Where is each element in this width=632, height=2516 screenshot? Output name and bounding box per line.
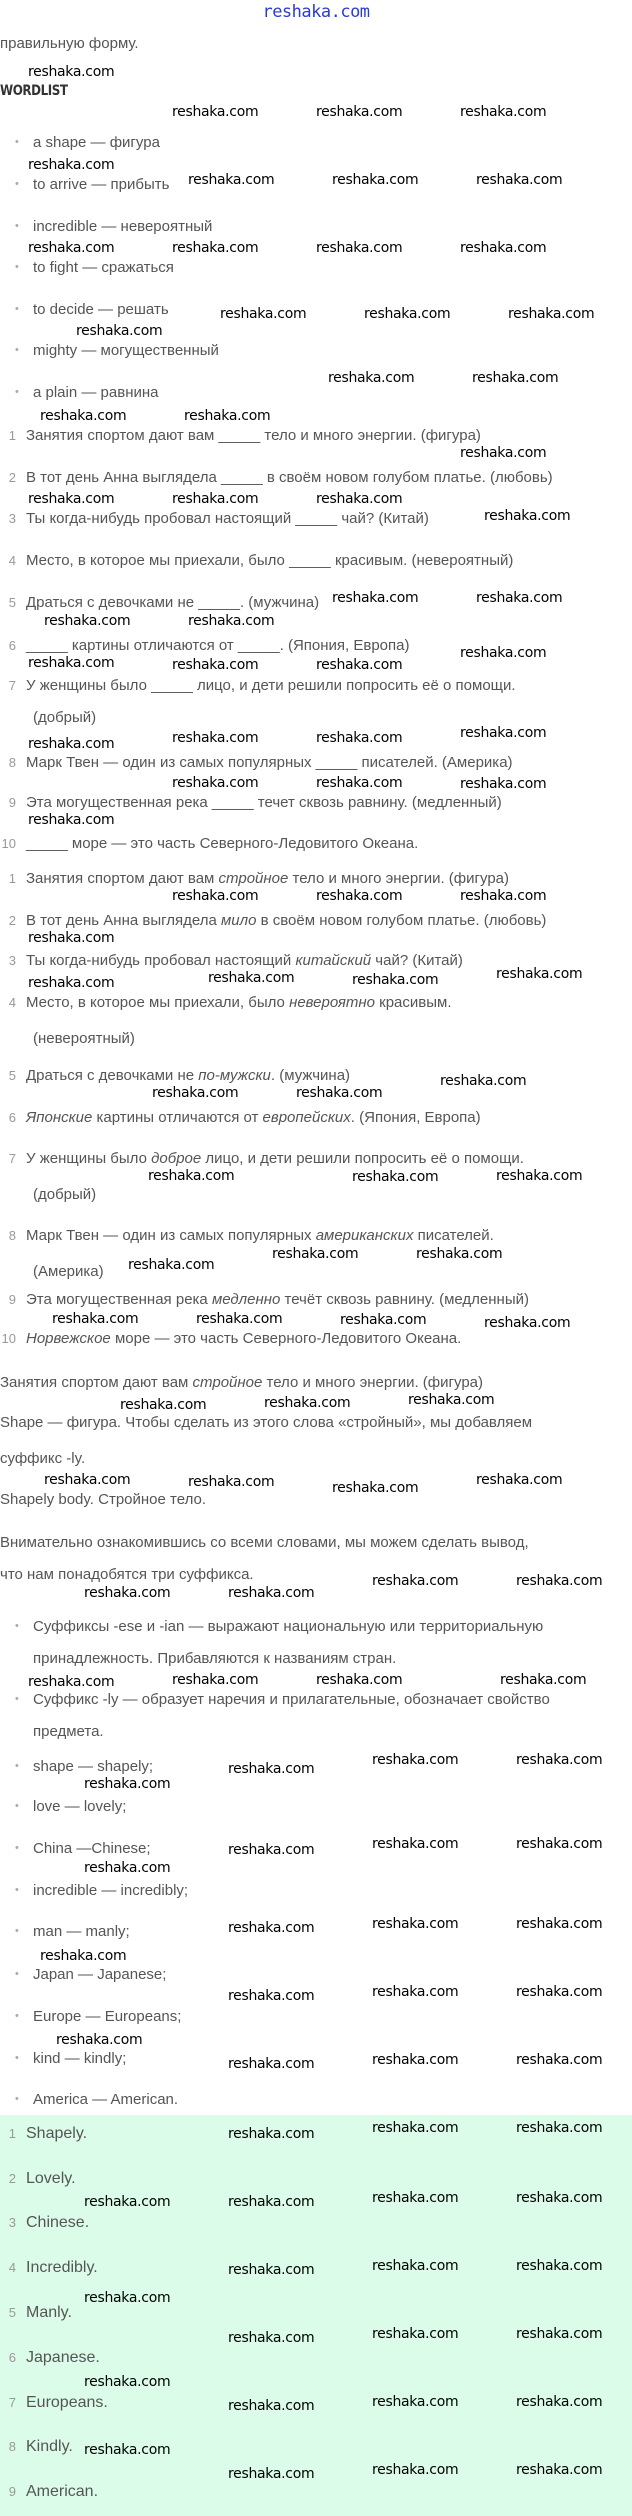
word-pair: • love — lovely; — [33, 1798, 126, 1815]
watermark-text: reshaka.com — [460, 445, 547, 461]
watermark-text: reshaka.com — [188, 172, 275, 188]
answer-text: Shapely. — [26, 2125, 88, 2142]
watermark-text: reshaka.com — [372, 2120, 459, 2136]
watermark-text: reshaka.com — [228, 1761, 315, 1777]
sentence-text-cont: (добрый) — [33, 1186, 97, 1203]
answer-item — [0, 2170, 76, 2188]
item-number: 4 — [8, 553, 16, 568]
watermark-text: reshaka.com — [372, 2394, 459, 2410]
wordlist-item: • a shape — фигура — [33, 134, 160, 151]
suffix-rule-cont: принадлежность. Прибавляются к названиям стран. — [33, 1650, 397, 1667]
answer-word: американских — [315, 1227, 414, 1244]
filled-sentence — [0, 1067, 350, 1084]
watermark-text: reshaka.com — [228, 1988, 315, 2004]
item-number: 4 — [8, 995, 16, 1010]
explanation-text: что нам понадобятся три суффикса. — [0, 1566, 254, 1583]
watermark-text: reshaka.com — [228, 1585, 315, 1601]
suffix-rule: • Суффиксы -ese и -ian — выражают национальную или территориальную — [33, 1618, 543, 1635]
watermark-text: reshaka.com — [364, 306, 451, 322]
watermark-text: reshaka.com — [332, 1480, 419, 1496]
watermark-text: reshaka.com — [84, 2194, 171, 2210]
filled-sentence — [0, 870, 509, 887]
watermark-text: reshaka.com — [28, 64, 115, 80]
exercise-text-cont: (добрый) — [33, 709, 97, 726]
watermark-text: reshaka.com — [460, 104, 547, 120]
answer-text: Japanese. — [26, 2349, 100, 2366]
watermark-text: reshaka.com — [172, 104, 259, 120]
item-number: 8 — [8, 2439, 16, 2454]
watermark-text: reshaka.com — [516, 2190, 603, 2206]
watermark-text: reshaka.com — [128, 1257, 215, 1273]
watermark-text: reshaka.com — [372, 2258, 459, 2274]
watermark-text: reshaka.com — [196, 1311, 283, 1327]
watermark-text: reshaka.com — [460, 240, 547, 256]
watermark-text: reshaka.com — [264, 1395, 351, 1411]
item-number: 10 — [1, 1331, 16, 1346]
answer-text: Kindly. — [26, 2438, 73, 2455]
word-pair: • Europe — Europeans; — [33, 2008, 181, 2025]
answer-word: по-мужски — [198, 1067, 271, 1084]
watermark-text: reshaka.com — [516, 2120, 603, 2136]
watermark-text: reshaka.com — [152, 1085, 239, 1101]
answer-text: Incredibly. — [26, 2259, 98, 2276]
watermark-text: reshaka.com — [84, 1776, 171, 1792]
exercise-text: Драться с девочками не _____. (мужчина) — [26, 594, 320, 611]
answer-word: стройное — [218, 870, 289, 887]
answer-text: Europeans. — [26, 2394, 108, 2411]
watermark-text: reshaka.com — [372, 1916, 459, 1932]
answer-text: Chinese. — [26, 2214, 90, 2231]
watermark-text: reshaka.com — [352, 972, 439, 988]
watermark-text: reshaka.com — [228, 2194, 315, 2210]
item-number: 6 — [8, 638, 16, 653]
item-number: 1 — [8, 428, 16, 443]
watermark-text: reshaka.com — [476, 590, 563, 606]
item-number: 5 — [8, 1068, 16, 1083]
watermark-text: reshaka.com — [228, 2330, 315, 2346]
explanation-text: Внимательно ознакомившись со всеми словами, мы можем сделать вывод, — [0, 1534, 529, 1551]
watermark-text: reshaka.com — [188, 613, 275, 629]
site-logo[interactable]: reshaka.com — [262, 2, 370, 22]
answer-word: Японские — [26, 1109, 93, 1126]
watermark-text: reshaka.com — [316, 104, 403, 120]
watermark-text: reshaka.com — [84, 1860, 171, 1876]
watermark-text: reshaka.com — [84, 2374, 171, 2390]
exercise-text: Ты когда-нибудь пробовал настоящий _____ чай? (Китай) — [26, 510, 429, 527]
watermark-text: reshaka.com — [460, 645, 547, 661]
item-number: 7 — [8, 1151, 16, 1166]
watermark-text: reshaka.com — [172, 491, 259, 507]
filled-sentence — [0, 1150, 524, 1167]
item-number: 2 — [8, 2171, 16, 2186]
word-pair: • kind — kindly; — [33, 2050, 126, 2067]
watermark-text: reshaka.com — [172, 888, 259, 904]
sentence-text: красивым. — [374, 994, 452, 1011]
exercise-item — [0, 677, 516, 694]
answer-word: стройное — [192, 1374, 263, 1391]
watermark-text: reshaka.com — [372, 2462, 459, 2478]
item-number: 2 — [8, 913, 16, 928]
watermark-text: reshaka.com — [228, 2398, 315, 2414]
wordlist-item: • mighty — могущественный — [33, 342, 219, 359]
sentence-text: . (мужчина) — [270, 1067, 351, 1084]
watermark-text: reshaka.com — [316, 1672, 403, 1688]
filled-sentence — [0, 1109, 481, 1126]
watermark-text: reshaka.com — [332, 590, 419, 606]
word-pair: • Japan — Japanese; — [33, 1966, 166, 1983]
watermark-text: reshaka.com — [472, 370, 559, 386]
watermark-text: reshaka.com — [408, 1392, 495, 1408]
watermark-text: reshaka.com — [40, 1948, 127, 1964]
exercise-text: В тот день Анна выглядела _____ в своём новом голубом платье. (любовь) — [26, 469, 553, 486]
watermark-text: reshaka.com — [172, 1672, 259, 1688]
watermark-text: reshaka.com — [516, 1916, 603, 1932]
watermark-text: reshaka.com — [316, 491, 403, 507]
item-number: 10 — [1, 836, 16, 851]
wordlist-heading: WORDLIST — [0, 83, 68, 99]
watermark-text: reshaka.com — [208, 970, 295, 986]
sentence-text: Эта могущественная река — [26, 1291, 212, 1308]
wordlist-item: • to arrive — прибыть — [33, 176, 169, 193]
watermark-text: reshaka.com — [416, 1246, 503, 1262]
sentence-text: Драться с девочками не — [26, 1067, 199, 1084]
watermark-text: reshaka.com — [516, 1984, 603, 2000]
answer-word: медленно — [211, 1291, 281, 1308]
exercise-item — [0, 427, 481, 444]
item-number: 1 — [8, 871, 16, 886]
answer-item — [0, 2394, 108, 2412]
watermark-text: reshaka.com — [28, 491, 115, 507]
sentence-text: Марк Твен — один из самых популярных — [26, 1227, 316, 1244]
exercise-text: _____ картины отличаются от _____. (Япония, Европа) — [26, 637, 410, 654]
intro-text: правильную форму. — [0, 35, 139, 52]
sentence-text: море — это часть Северного-Ледовитого Океана. — [110, 1330, 462, 1347]
watermark-text: reshaka.com — [316, 775, 403, 791]
watermark-text: reshaka.com — [228, 2466, 315, 2482]
watermark-text: reshaka.com — [228, 1920, 315, 1936]
answer-word: Норвежское — [26, 1330, 111, 1347]
answer-word: европейских — [262, 1109, 351, 1126]
sentence-text-cont: (невероятный) — [33, 1030, 135, 1047]
sentence-text: Занятия спортом дают вам — [0, 1374, 193, 1391]
watermark-text: reshaka.com — [476, 172, 563, 188]
word-pair: • man — manly; — [33, 1923, 130, 1940]
watermark-text: reshaka.com — [496, 1168, 583, 1184]
watermark-text: reshaka.com — [340, 1312, 427, 1328]
watermark-text: reshaka.com — [516, 1752, 603, 1768]
watermark-text: reshaka.com — [372, 2190, 459, 2206]
wordlist-item: • incredible — невероятный — [33, 218, 212, 235]
answer-word: доброе — [151, 1150, 202, 1167]
sentence-text: в своём новом голубом платье. (любовь) — [256, 912, 547, 929]
watermark-text: reshaka.com — [120, 1397, 207, 1413]
sentence-text: В тот день Анна выглядела — [26, 912, 221, 929]
watermark-text: reshaka.com — [28, 975, 115, 991]
item-number: 3 — [8, 953, 16, 968]
item-number: 3 — [8, 2215, 16, 2230]
watermark-text: reshaka.com — [500, 1672, 587, 1688]
watermark-text: reshaka.com — [440, 1073, 527, 1089]
exercise-item — [0, 637, 410, 654]
watermark-text: reshaka.com — [316, 888, 403, 904]
watermark-text: reshaka.com — [516, 2462, 603, 2478]
exercise-item — [0, 794, 502, 811]
exercise-text: У женщины было _____ лицо, и дети решили попросить её о помощи. — [26, 677, 516, 694]
sentence-text: писателей. — [413, 1227, 494, 1244]
watermark-text: reshaka.com — [28, 930, 115, 946]
exercise-text: Марк Твен — один из самых популярных _____ писателей. (Америка) — [26, 754, 513, 771]
sentence-text: У женщины было — [26, 1150, 152, 1167]
explanation-text: Shape — фигура. Чтобы сделать из этого слова «стройный», мы добавляем — [0, 1414, 533, 1431]
watermark-text: reshaka.com — [44, 1472, 131, 1488]
exercise-item — [0, 754, 513, 771]
watermark-text: reshaka.com — [460, 888, 547, 904]
watermark-text: reshaka.com — [476, 1472, 563, 1488]
item-number: 5 — [8, 2305, 16, 2320]
watermark-text: reshaka.com — [516, 1573, 603, 1589]
watermark-text: reshaka.com — [316, 657, 403, 673]
filled-sentence — [0, 1330, 461, 1347]
watermark-text: reshaka.com — [172, 775, 259, 791]
sentence-text: картины отличаются от — [92, 1109, 263, 1126]
answer-text: Manly. — [26, 2304, 72, 2321]
suffix-rule: • Суффикс -ly — образует наречия и прилагательные, обозначает свойство — [33, 1691, 550, 1708]
watermark-text: reshaka.com — [460, 725, 547, 741]
item-number: 6 — [8, 1110, 16, 1125]
watermark-text: reshaka.com — [172, 240, 259, 256]
watermark-text: reshaka.com — [372, 2326, 459, 2342]
watermark-text: reshaka.com — [372, 1573, 459, 1589]
word-pair: • China —Chinese; — [33, 1840, 151, 1857]
exercise-text: Место, в которое мы приехали, было _____ красивым. (невероятный) — [26, 552, 514, 569]
watermark-text: reshaka.com — [228, 2262, 315, 2278]
watermark-text: reshaka.com — [372, 2052, 459, 2068]
filled-sentence — [0, 912, 546, 929]
watermark-text: reshaka.com — [28, 812, 115, 828]
exercise-item — [0, 594, 319, 611]
item-number: 1 — [8, 2126, 16, 2141]
item-number: 4 — [8, 2260, 16, 2275]
watermark-text: reshaka.com — [84, 1585, 171, 1601]
sentence-text: Место, в которое мы приехали, было — [26, 994, 290, 1011]
watermark-text: reshaka.com — [508, 306, 595, 322]
item-number: 2 — [8, 470, 16, 485]
sentence-text: Занятия спортом дают вам — [26, 870, 219, 887]
item-number: 8 — [8, 1228, 16, 1243]
watermark-text: reshaka.com — [148, 1168, 235, 1184]
item-number: 9 — [8, 795, 16, 810]
item-number: 9 — [8, 2484, 16, 2499]
sentence-text: течёт сквозь равнину. (медленный) — [280, 1291, 529, 1308]
watermark-text: reshaka.com — [28, 157, 115, 173]
item-number: 7 — [8, 2395, 16, 2410]
answer-item — [0, 2304, 72, 2322]
watermark-text: reshaka.com — [516, 2394, 603, 2410]
watermark-text: reshaka.com — [332, 172, 419, 188]
watermark-text: reshaka.com — [220, 306, 307, 322]
answer-item — [0, 2259, 98, 2277]
watermark-text: reshaka.com — [52, 1311, 139, 1327]
watermark-text: reshaka.com — [184, 408, 271, 424]
sentence-text: тело и много энергии. (фигура) — [262, 1374, 483, 1391]
sentence-text: тело и много энергии. (фигура) — [288, 870, 509, 887]
watermark-text: reshaka.com — [84, 2290, 171, 2306]
watermark-text: reshaka.com — [328, 370, 415, 386]
exercise-text: Занятия спортом дают вам _____ тело и много энергии. (фигура) — [26, 427, 481, 444]
watermark-text: reshaka.com — [228, 2126, 315, 2142]
item-number: 8 — [8, 755, 16, 770]
word-pair: • shape — shapely; — [33, 1758, 153, 1775]
answer-item — [0, 2349, 100, 2367]
watermark-text: reshaka.com — [76, 323, 163, 339]
exercise-item — [0, 835, 418, 852]
watermark-text: reshaka.com — [272, 1246, 359, 1262]
filled-sentence — [0, 1227, 494, 1244]
sentence-text: лицо, и дети решили попросить её о помощи. — [201, 1150, 524, 1167]
answer-item — [0, 2214, 89, 2232]
explanation-text: суффикс -ly. — [0, 1450, 86, 1467]
sentence-text: чай? (Китай) — [371, 952, 463, 969]
watermark-text: reshaka.com — [316, 730, 403, 746]
word-pair: • America — American. — [33, 2091, 178, 2108]
answer-word: невероятно — [289, 994, 375, 1011]
watermark-text: reshaka.com — [228, 1842, 315, 1858]
word-pair: • incredible — incredibly; — [33, 1882, 188, 1899]
watermark-text: reshaka.com — [516, 2052, 603, 2068]
watermark-text: reshaka.com — [352, 1169, 439, 1185]
watermark-text: reshaka.com — [296, 1085, 383, 1101]
answer-word: китайский — [295, 952, 372, 969]
watermark-text: reshaka.com — [372, 1752, 459, 1768]
item-number: 7 — [8, 678, 16, 693]
answer-text: American. — [26, 2483, 99, 2500]
watermark-text: reshaka.com — [516, 2258, 603, 2274]
watermark-text: reshaka.com — [496, 966, 583, 982]
watermark-text: reshaka.com — [188, 1474, 275, 1490]
sentence-text: Ты когда-нибудь пробовал настоящий — [26, 952, 296, 969]
watermark-text: reshaka.com — [228, 2056, 315, 2072]
exercise-item — [0, 552, 513, 569]
watermark-text: reshaka.com — [28, 736, 115, 752]
watermark-text: reshaka.com — [28, 655, 115, 671]
explanation-text: Shapely body. Стройное тело. — [0, 1491, 207, 1508]
item-number: 5 — [8, 595, 16, 610]
item-number: 6 — [8, 2350, 16, 2365]
watermark-text: reshaka.com — [28, 240, 115, 256]
filled-sentence — [0, 952, 463, 969]
wordlist-item: • to fight — сражаться — [33, 259, 174, 276]
explanation-sentence — [0, 1374, 483, 1391]
exercise-item — [0, 510, 429, 527]
filled-sentence — [0, 1291, 529, 1308]
watermark-text: reshaka.com — [44, 613, 131, 629]
answer-item — [0, 2125, 87, 2143]
watermark-text: reshaka.com — [172, 657, 259, 673]
watermark-text: reshaka.com — [516, 1836, 603, 1852]
watermark-text: reshaka.com — [56, 2032, 143, 2048]
answer-item — [0, 2438, 73, 2456]
watermark-text: reshaka.com — [460, 776, 547, 792]
answer-word: мило — [221, 912, 257, 929]
exercise-item — [0, 469, 553, 486]
watermark-text: reshaka.com — [28, 1674, 115, 1690]
watermark-text: reshaka.com — [484, 508, 571, 524]
watermark-text: reshaka.com — [372, 1984, 459, 2000]
watermark-text: reshaka.com — [172, 730, 259, 746]
sentence-text: . (Япония, Европа) — [350, 1109, 481, 1126]
exercise-text: Эта могущественная река _____ течет сквозь равнину. (медленный) — [26, 794, 502, 811]
sentence-text-cont: (Америка) — [33, 1263, 104, 1280]
watermark-text: reshaka.com — [516, 2326, 603, 2342]
watermark-text: reshaka.com — [40, 408, 127, 424]
item-number: 9 — [8, 1292, 16, 1307]
suffix-rule-cont: предмета. — [33, 1723, 104, 1740]
watermark-text: reshaka.com — [84, 2442, 171, 2458]
item-number: 3 — [8, 511, 16, 526]
exercise-text: _____ море — это часть Северного-Ледовитого Океана. — [26, 835, 419, 852]
answer-text: Lovely. — [26, 2170, 76, 2187]
answer-item — [0, 2483, 98, 2501]
wordlist-item: • a plain — равнина — [33, 384, 158, 401]
wordlist-item: • to decide — решать — [33, 301, 169, 318]
watermark-text: reshaka.com — [484, 1315, 571, 1331]
watermark-text: reshaka.com — [316, 240, 403, 256]
filled-sentence — [0, 994, 452, 1011]
watermark-text: reshaka.com — [372, 1836, 459, 1852]
